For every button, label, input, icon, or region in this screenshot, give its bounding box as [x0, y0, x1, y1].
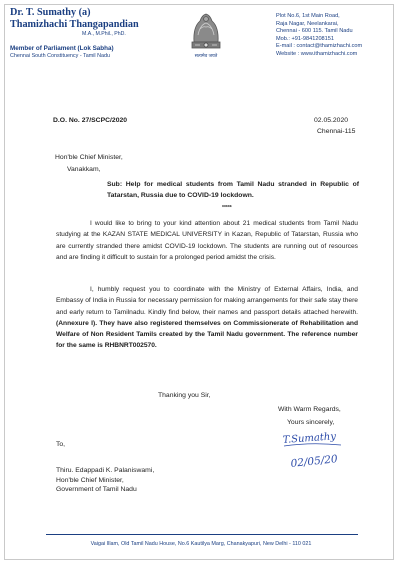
emblem-caption: सत्यमेव जयते: [194, 54, 218, 59]
separator: *****: [222, 205, 232, 211]
recipient-government: Government of Tamil Nadu: [56, 486, 137, 494]
footer-divider: [46, 534, 358, 535]
thanks-line: Thanking you Sir,: [158, 392, 211, 399]
sender-name-line1: Dr. T. Sumathy (a): [10, 7, 91, 18]
signature-name: T.Sumathy: [282, 431, 337, 446]
sender-title: Member of Parliament (Lok Sabha): [10, 45, 114, 52]
national-emblem-icon: [184, 9, 228, 61]
body-paragraph-1: I would like to bring to your kind attention about 21 medical students from Tamil Nadu studying at the KAZAN STATE MEDICAL UNIVERSITY in Kazan, Republic of Tatarstan, Russia who are currently stranded there amidst COVID-19 lockdown. The students are running out of resources and are finding it difficult to sustain for a prolonged period amidst the crisis.: [56, 220, 358, 261]
annexure-reference: (Annexure I): [56, 319, 96, 327]
recipient-block: [56, 466, 154, 495]
paragraph-2-text: I, humbly request you to coordinate with the Ministry of External Affairs, India, and Embassy of India in Russia for necessary permission for making arrangements for their safe stay there and early return to Tamilnadu. Kindly find below, their names and passport details attached herewith.: [56, 286, 358, 316]
mobile-number: Mob.: +91-9841208151: [276, 35, 335, 42]
signature-image: [281, 429, 359, 473]
footer-address: Vaigai Illam, Old Tamil Nadu House, No.6 Kautilya Marg, Chanakyapuri, New Delhi - 110 021: [90, 541, 312, 547]
reference-number: D.O. No. 27/SCPC/2020: [53, 117, 128, 124]
sender-degrees: M.A., M.Phil., PhD.: [82, 31, 126, 37]
sender-name-line2: Thamizhachi Thangapandian: [10, 19, 139, 30]
letter-date: 02.05.2020: [314, 117, 349, 124]
address-line: Plot No.6, 1st Main Road,: [276, 13, 340, 19]
closing-line: With Warm Regards,: [278, 406, 341, 413]
recipient-name: Thiru. Edappadi K. Palaniswami,: [56, 467, 155, 474]
signature-date: 02/05/20: [290, 453, 339, 470]
subject-line: Sub: Help for medical students from Tamil Nadu stranded in Republic of Tatarstan, Russia due to COVID-19 lockdown.: [107, 181, 359, 199]
to-label: To,: [56, 441, 66, 448]
email-address: E-mail : contact@thamizhachi.com: [276, 43, 363, 50]
letter-place: Chennai-115: [317, 128, 356, 135]
letterhead-left: [10, 7, 180, 60]
sender-constituency: Chennai South Constituency - Tamil Nadu: [10, 53, 110, 59]
recipient-title: Hon'ble Chief Minister,: [56, 476, 124, 484]
yours-sincerely: Yours sincerely,: [287, 419, 335, 426]
address-line: Chennai - 600 115. Tamil Nadu: [276, 28, 353, 35]
salutation: Vanakkam,: [67, 166, 101, 173]
website-address: Website : www.ithamizhachi.com: [276, 50, 358, 57]
addressee-title: Hon'ble Chief Minister,: [55, 154, 123, 161]
registration-details: . They have also registered themselves on Commissionerate of Rehabilitation and Welfare of Non Resident Tamils created by the Tamil Nadu government. The reference number for the same is RHBNRT002570.: [56, 319, 358, 350]
body-paragraph-2: [56, 284, 358, 352]
letterhead-address: [276, 13, 394, 59]
address-line: Raja Nagar, Neelankarai,: [276, 20, 339, 27]
